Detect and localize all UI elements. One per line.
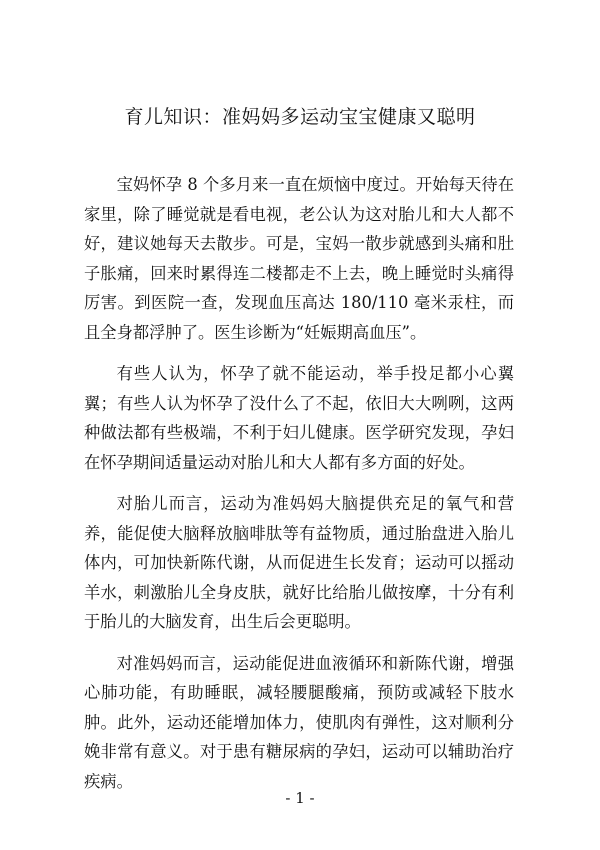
body-paragraph-1: 宝妈怀孕 8 个多月来一直在烦恼中度过。开始每天待在家里，除了睡觉就是看电视，老公认为这对胎儿和大人都不好，建议她每天去散步。可是，宝妈一散步就感到头痛和肚子胀痛，回来时累得连二楼都走不上去，晚上睡觉时头痛得厉害。到医院一查，发现血压高达 180/110 毫米汞柱，而且全身都浮肿了。医生诊断为“妊娠期高血压”。: [84, 175, 514, 342]
body-paragraph-4: 对准妈妈而言，运动能促进血液循环和新陈代谢，增强心肺功能，有助睡眠，减轻腰腿酸痛，预防或减轻下肢水肿。此外，运动还能增加体力，使肌肉有弹性，这对顺利分娩非常有意义。对于患有糖尿病的孕妇，运动可以辅助治疗疾病。: [84, 653, 514, 791]
body-paragraph-3: 对胎儿而言，运动为准妈妈大脑提供充足的氧气和营养，能促使大脑释放脑啡肽等有益物质，通过胎盘进入胎儿体内，可加快新陈代谢，从而促进生长发育；运动可以摇动羊水，刺激胎儿全身皮肤，就好比给胎儿做按摩，十分有利于胎儿的大脑发育，出生后会更聪明。: [84, 494, 514, 631]
body-paragraph-2: 有些人认为，怀孕了就不能运动，举手投足都小心翼翼；有些人认为怀孕了没什么了不起，依旧大大咧咧，这两种做法都有些极端，不利于妇儿健康。医学研究发现，孕妇在怀孕期间适量运动对胎儿和大人都有多方面的好处。: [84, 364, 514, 472]
document-title: 育儿知识：准妈妈多运动宝宝健康又聪明: [124, 106, 476, 128]
page-number: - 1 -: [285, 789, 315, 807]
document-body: [84, 170, 514, 808]
